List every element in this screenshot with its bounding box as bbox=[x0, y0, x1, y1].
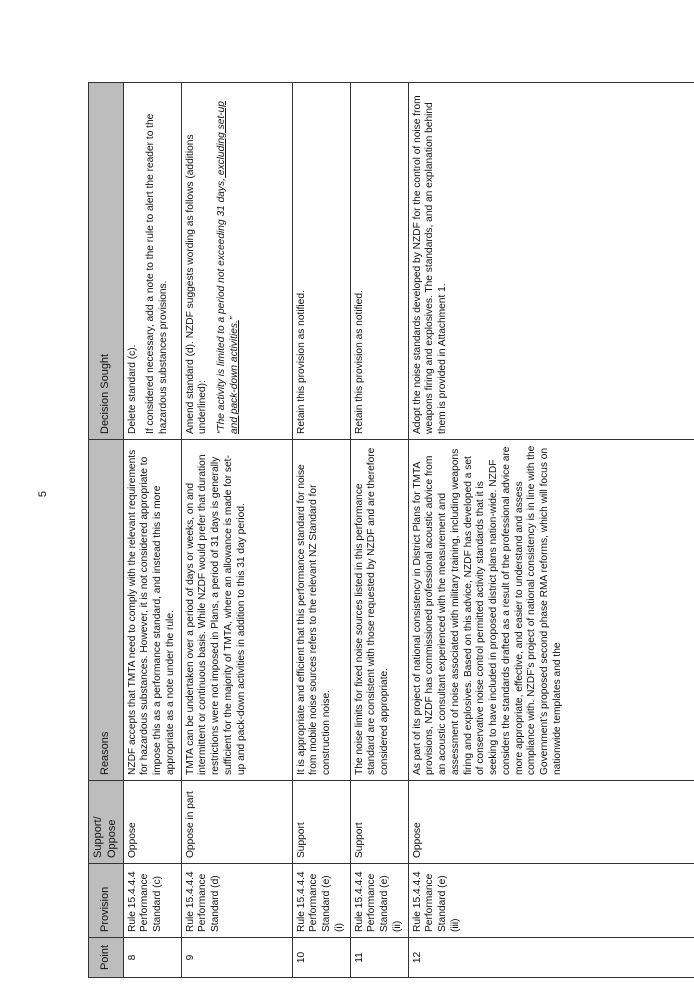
decision-quote bbox=[216, 88, 242, 434]
cell-decision bbox=[350, 83, 408, 440]
cell-provision: Rule 15.4.4.4 Performance Standard (e)(iii) bbox=[408, 864, 694, 938]
header-decision-sought: Decision Sought bbox=[89, 83, 124, 440]
cell-provision: Rule 15.4.4.4 Performance Standard (e)(i) bbox=[292, 864, 350, 938]
cell-point: 12 bbox=[408, 938, 694, 978]
table-row bbox=[292, 83, 350, 978]
cell-decision bbox=[181, 83, 292, 440]
cell-point: 10 bbox=[292, 938, 350, 978]
cell-point: 8 bbox=[123, 938, 181, 978]
cell-point: 11 bbox=[350, 938, 408, 978]
header-support-oppose: Support/ Oppose bbox=[89, 781, 124, 864]
cell-support: Oppose bbox=[408, 781, 694, 864]
table-row bbox=[181, 83, 292, 978]
table-header-row bbox=[89, 83, 124, 978]
decision-text: Adopt the noise standards developed by NZDF for the control of noise from weapons firing and explosives. The standards, and an explanation behind them is provided in Attachment 1. bbox=[411, 95, 448, 434]
cell-support: Oppose in part bbox=[181, 781, 292, 864]
cell-reasons: NZDF accepts that TMTA need to comply with the relevant requirements for hazardous substances. However, it is not considered appropriate to impose this as a performance standard, and instead this is more appropriate as a note under the rule. bbox=[123, 440, 181, 781]
decision-text: Retain this provision as notified. bbox=[295, 290, 307, 434]
decision-text: If considered necessary, add a note to the rule to alert the reader to the hazardous substances provisions. bbox=[145, 113, 169, 434]
page-number: 5 bbox=[37, 490, 50, 498]
cell-point: 9 bbox=[181, 938, 292, 978]
cell-support: Oppose bbox=[123, 781, 181, 864]
decision-text: Retain this provision as notified. bbox=[353, 290, 365, 434]
quote-underlined: excluding set-up and pack-down activities. bbox=[216, 101, 240, 434]
quote-close: ” bbox=[228, 316, 240, 321]
table-row bbox=[408, 83, 694, 978]
submission-table bbox=[88, 82, 694, 978]
header-provision: Provision bbox=[89, 864, 124, 938]
decision-text: Amend standard (d). NZDF suggests wording as follows (additions underlined): bbox=[184, 134, 209, 434]
header-reasons: Reasons bbox=[89, 440, 124, 781]
table-row bbox=[123, 83, 181, 978]
cell-support: Support bbox=[350, 781, 408, 864]
cell-reasons: As part of its project of national consistency in District Plans for TMTA provisions, NZDF has commissioned professional acoustic advice from an acoustic consultant experienced with the measurement and assessment of noise associated with military training, including weapons firing and explosives. Based on this advice, NZDF has developed a set of conservative noise control permitted activity standards that it is seeking to have included in proposed district plans nation-wide. NZDF considers the standards drafted as a result of the professional advice are more appropriate, effective, and easier to understand and assess compliance with. NZDF’s project of national consistency is in line with the Government’s proposed second phase RMA reforms, which will focus on nationwide templates and the bbox=[408, 440, 694, 781]
header-point: Point bbox=[89, 938, 124, 978]
cell-reasons: The noise limits for fixed noise sources listed in this performance standard are consistent with those requested by NZDF and are therefore considered appropriate. bbox=[350, 440, 408, 781]
cell-decision bbox=[123, 83, 181, 440]
cell-reasons: It is appropriate and efficient that this performance standard for noise from mobile noise sources refers to the relevant NZ Standard for construction noise. bbox=[292, 440, 350, 781]
cell-provision: Rule 15.4.4.4 Performance Standard (e)(ii) bbox=[350, 864, 408, 938]
cell-support: Support bbox=[292, 781, 350, 864]
cell-decision bbox=[408, 83, 694, 440]
decision-text: Delete standard (c). bbox=[126, 344, 138, 434]
quote-plain: “The activity is limited to a period not exceeding 31 days, bbox=[216, 178, 227, 434]
cell-reasons: TMTA can be undertaken over a period of days or weeks, on and intermittent or continuous basis. While NZDF would prefer that duration restrictions were not imposed in Plans, a period of 31 days is generally sufficient for the majority of TMTA, where an allowance is made for set-up and pack-down activities in addition to this 31 day period. bbox=[181, 440, 292, 781]
cell-provision: Rule 15.4.4.4 Performance Standard (d) bbox=[181, 864, 292, 938]
cell-decision bbox=[292, 83, 350, 440]
cell-provision: Rule 15.4.4.4 Performance Standard (c) bbox=[123, 864, 181, 938]
rotated-table-area bbox=[88, 83, 694, 978]
table-row bbox=[350, 83, 408, 978]
